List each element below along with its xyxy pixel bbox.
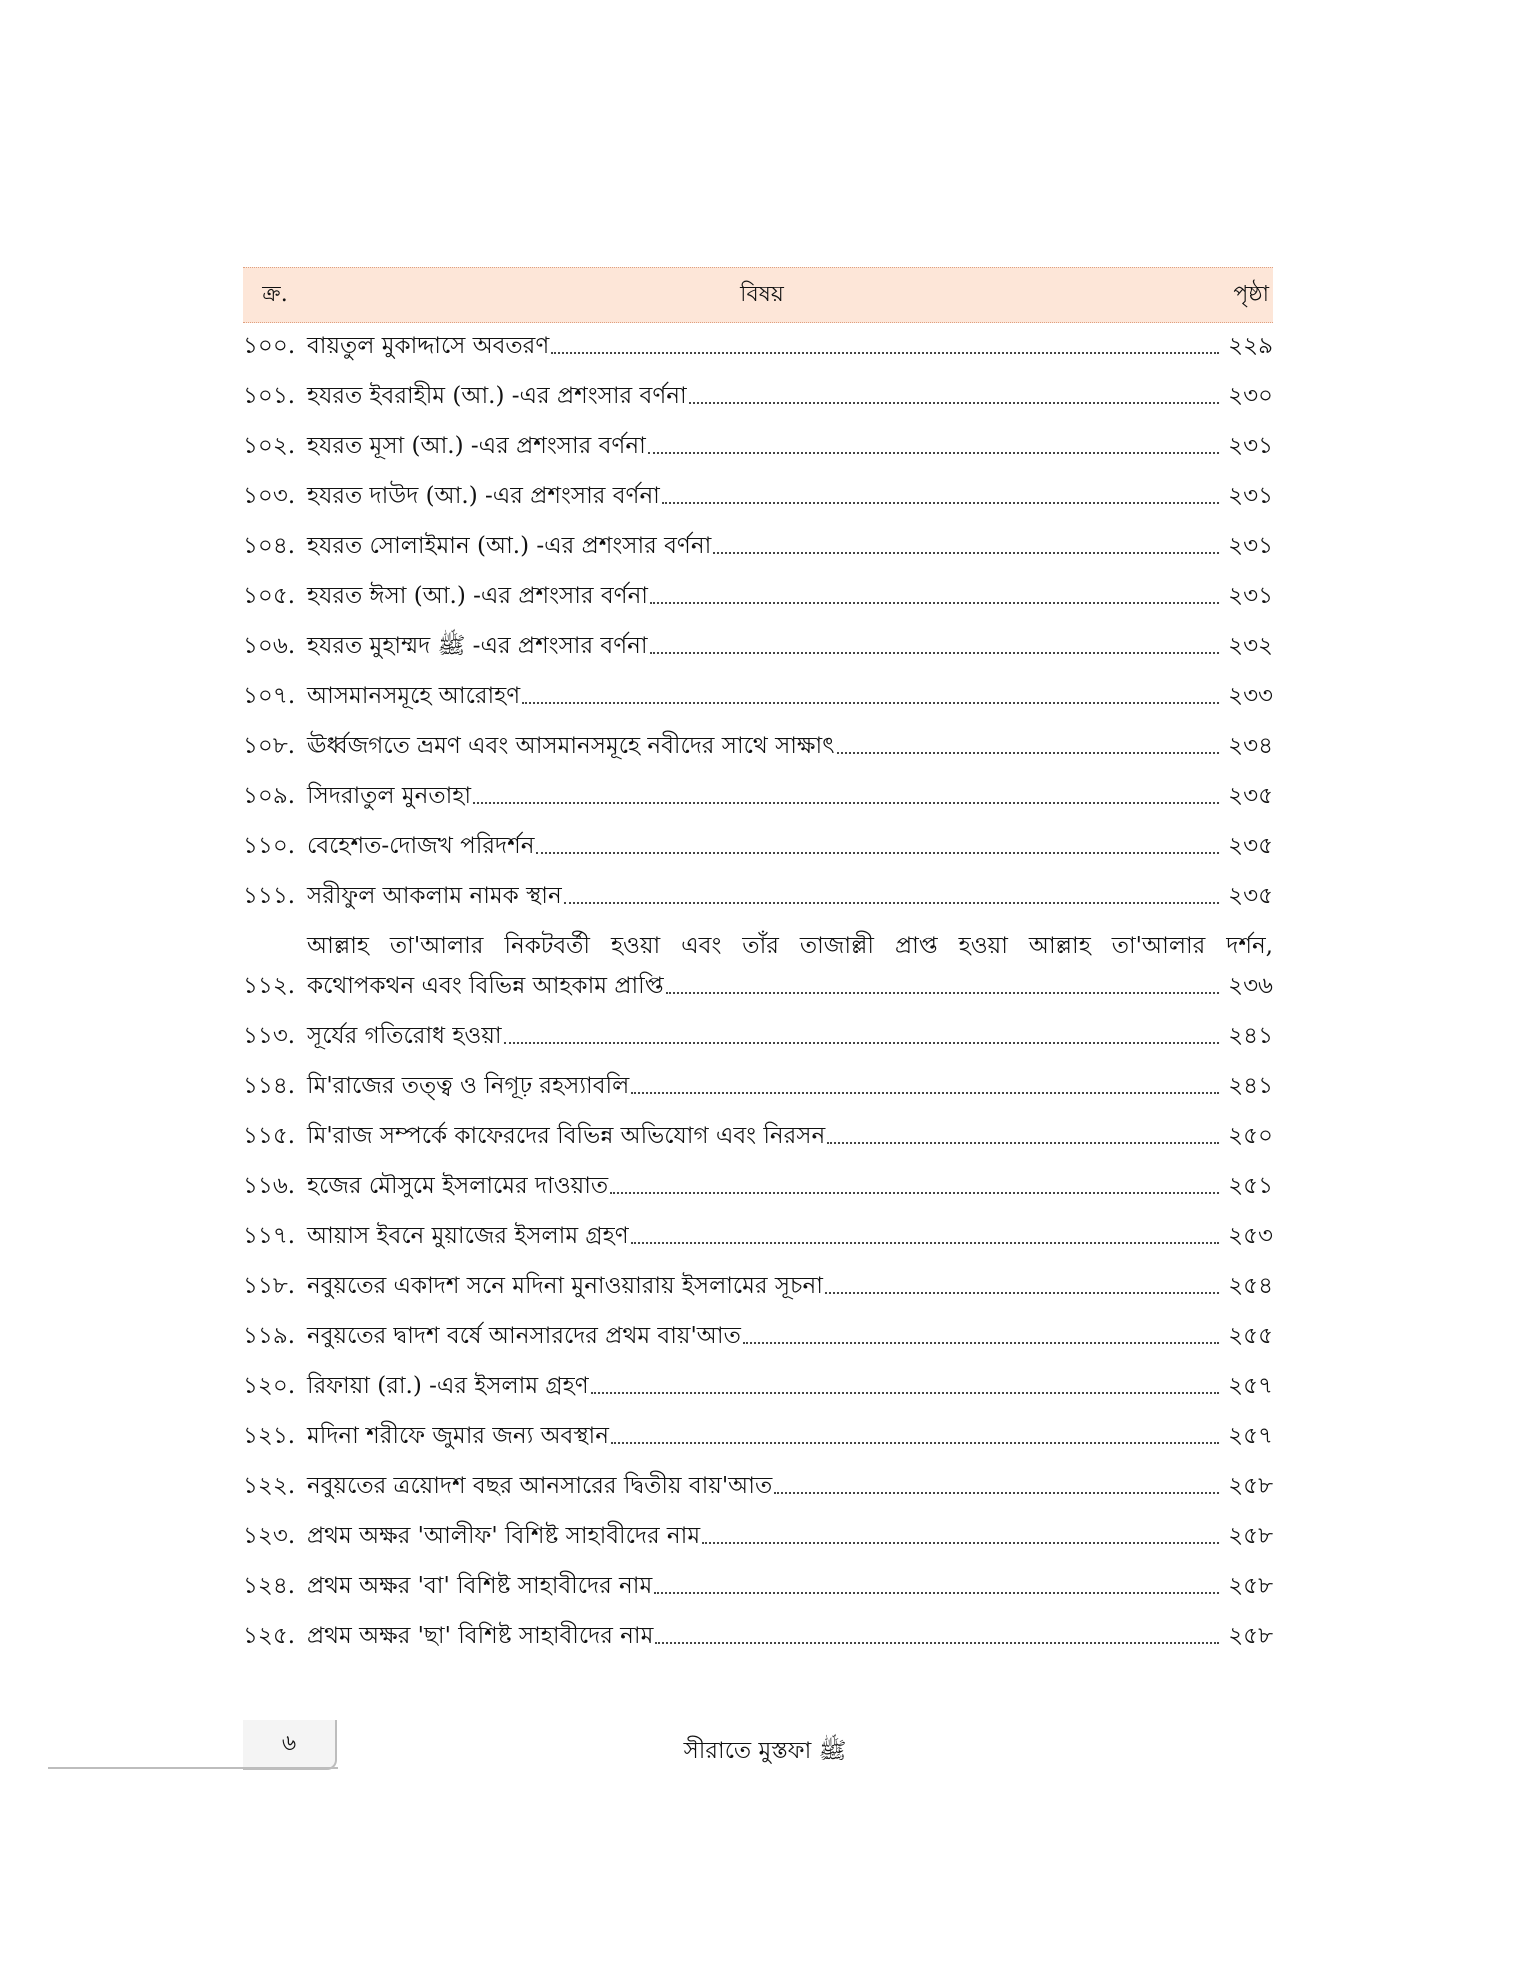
entry-page: ২৩৪ [1228, 733, 1273, 759]
dot-leader [611, 1442, 1219, 1444]
entry-page: ২৫০ [1228, 1123, 1273, 1149]
dot-leader [564, 902, 1219, 904]
dot-leader [473, 802, 1219, 804]
page-number: ৬ [281, 1730, 297, 1756]
toc-entry [243, 1371, 1273, 1401]
entry-title: মি'রাজের তত্ত্ব ও নিগূঢ় রহস্যাবলি [307, 1073, 630, 1099]
entry-page: ২৫৫ [1228, 1323, 1273, 1349]
entry-number: ১১৬. [243, 1173, 296, 1199]
toc-entry [243, 631, 1273, 661]
toc-entry [243, 1221, 1273, 1251]
entry-page: ২৩১ [1228, 583, 1273, 609]
entry-title: হযরত ঈসা (আ.) -এর প্রশংসার বর্ণনা [307, 583, 648, 609]
entry-number: ১০৫. [243, 583, 296, 609]
dot-leader [536, 852, 1219, 854]
entry-page: ২৫৭ [1228, 1373, 1273, 1399]
dot-leader [827, 1142, 1219, 1144]
entry-page: ২৩০ [1228, 383, 1273, 409]
dot-leader [551, 352, 1219, 354]
dot-leader [689, 402, 1219, 404]
entry-number: ১২১. [243, 1423, 296, 1449]
entry-title: মি'রাজ সম্পর্কে কাফেরদের বিভিন্ন অভিযোগ এবং নিরসন [307, 1123, 826, 1149]
entry-title: মদিনা শরীফে জুমার জন্য অবস্থান [307, 1423, 609, 1449]
header-topic: বিষয় [740, 281, 784, 307]
toc-entry [243, 1171, 1273, 1201]
entry-title: বায়তুল মুকাদ্দাসে অবতরণ [307, 333, 550, 359]
entry-title: নবুয়তের ত্রয়োদশ বছর আনসারের দ্বিতীয় বায়'আত [307, 1473, 773, 1499]
entry-number: ১২৩. [243, 1523, 296, 1549]
entry-number: ১১৪. [243, 1073, 296, 1099]
toc-entry [243, 1021, 1273, 1051]
entry-number: ১০৮. [243, 733, 296, 759]
entry-number: ১০৪. [243, 533, 296, 559]
header-serial: ক্র. [262, 281, 288, 307]
toc-entry [243, 781, 1273, 811]
entry-page: ২৩৫ [1228, 883, 1273, 909]
table-of-contents [243, 267, 1273, 1651]
entry-page: ২৩১ [1228, 433, 1273, 459]
toc-header [243, 267, 1273, 323]
dot-leader [504, 1042, 1219, 1044]
dot-leader [631, 1242, 1219, 1244]
entry-number: ১০৩. [243, 483, 296, 509]
entry-page: ২৩২ [1228, 633, 1273, 659]
entry-page: ২৫৭ [1228, 1423, 1273, 1449]
entry-number: ১১৭. [243, 1223, 296, 1249]
toc-entry [243, 681, 1273, 711]
entry-page: ২৫৪ [1228, 1273, 1273, 1299]
toc-entry [243, 381, 1273, 411]
dot-leader [662, 502, 1219, 504]
entry-title: হযরত মূসা (আ.) -এর প্রশংসার বর্ণনা [307, 433, 646, 459]
entry-title: হজের মৌসুমে ইসলামের দাওয়াত [307, 1173, 609, 1199]
entry-page: ২৫৮ [1228, 1623, 1273, 1649]
dot-leader [654, 1592, 1219, 1594]
entry-number: ১০৭. [243, 683, 296, 709]
entry-number: ১১০. [243, 833, 296, 859]
header-page: পৃষ্ঠা [1233, 281, 1269, 307]
entry-page: ২৩১ [1228, 483, 1273, 509]
entry-page: ২৪১ [1228, 1073, 1273, 1099]
toc-entry [243, 881, 1273, 911]
toc-entry [243, 1321, 1273, 1351]
dot-leader [650, 652, 1219, 654]
entry-title-line2: কথোপকথন এবং বিভিন্ন আহকাম প্রাপ্তি [307, 973, 664, 999]
dot-leader [666, 992, 1219, 994]
entry-number: ১০২. [243, 433, 296, 459]
entry-title: নবুয়তের দ্বাদশ বর্ষে আনসারদের প্রথম বায়'আত [307, 1323, 741, 1349]
entry-title-line1: আল্লাহ তা'আলার নিকটবর্তী হওয়া এবং তাঁর তাজাল্লী প্রাপ্ত হওয়া আল্লাহ তা'আলার দর্শন, [307, 933, 1273, 959]
entry-title: আয়াস ইবনে মুয়াজের ইসলাম গ্রহণ [307, 1223, 629, 1249]
dot-leader [825, 1292, 1219, 1294]
toc-entry [243, 331, 1273, 361]
entry-title: হযরত সোলাইমান (আ.) -এর প্রশংসার বর্ণনা [307, 533, 712, 559]
entry-title: রিফায়া (রা.) -এর ইসলাম গ্রহণ [307, 1373, 589, 1399]
entry-number: ১১৩. [243, 1023, 296, 1049]
dot-leader [774, 1492, 1219, 1494]
entry-title: হযরত মুহাম্মদ ﷺ -এর প্রশংসার বর্ণনা [307, 633, 648, 659]
entry-title: হযরত দাউদ (আ.) -এর প্রশংসার বর্ণনা [307, 483, 660, 509]
entry-page: ২৩৩ [1228, 683, 1273, 709]
toc-entry [243, 531, 1273, 561]
toc-entry [243, 1571, 1273, 1601]
entry-number: ১২০. [243, 1373, 296, 1399]
entry-number: ১০৯. [243, 783, 296, 809]
toc-body [243, 331, 1273, 1651]
entry-number: ১১১. [243, 883, 296, 909]
dot-leader [610, 1192, 1219, 1194]
toc-entry [243, 931, 1273, 1001]
entry-number: ১০০. [243, 333, 296, 359]
dot-leader [522, 702, 1219, 704]
entry-page: ২২৯ [1228, 333, 1273, 359]
toc-entry [243, 431, 1273, 461]
entry-number: ১১৮. [243, 1273, 296, 1299]
dot-leader [743, 1342, 1219, 1344]
entry-number: ১২৪. [243, 1573, 296, 1599]
toc-entry [243, 1521, 1273, 1551]
entry-title: সূর্যের গতিরোধ হওয়া [307, 1023, 502, 1049]
entry-title: নবুয়তের একাদশ সনে মদিনা মুনাওয়ারায় ইসলামের সূচনা [307, 1273, 823, 1299]
toc-entry [243, 731, 1273, 761]
entry-number: ১০১. [243, 383, 296, 409]
entry-number: ১১২. [243, 973, 296, 999]
toc-entry [243, 481, 1273, 511]
toc-entry [243, 581, 1273, 611]
entry-number: ১২২. [243, 1473, 296, 1499]
entry-number: ১০৬. [243, 633, 296, 659]
dot-leader [648, 452, 1219, 454]
entry-title: সিদরাতুল মুনতাহা [307, 783, 472, 809]
toc-entry [243, 1071, 1273, 1101]
entry-page: ২৫৩ [1228, 1223, 1273, 1249]
entry-title: আসমানসমূহে আরোহণ [307, 683, 521, 709]
dot-leader [631, 1092, 1219, 1094]
entry-page: ২৩১ [1228, 533, 1273, 559]
toc-entry [243, 1621, 1273, 1651]
dot-leader [713, 552, 1219, 554]
entry-title: প্রথম অক্ষর 'ছা' বিশিষ্ট সাহাবীদের নাম [307, 1623, 654, 1649]
entry-page: ২৩৬ [1228, 973, 1273, 999]
book-title: সীরাতে মুস্তফা ﷺ [683, 1738, 847, 1764]
entry-page: ২৩৫ [1228, 783, 1273, 809]
entry-page: ২৫১ [1228, 1173, 1273, 1199]
toc-entry [243, 1421, 1273, 1451]
entry-title: হযরত ইবরাহীম (আ.) -এর প্রশংসার বর্ণনা [307, 383, 687, 409]
entry-number: ১২৫. [243, 1623, 296, 1649]
entry-title: সরীফুল আকলাম নামক স্থান [307, 883, 562, 909]
toc-entry [243, 1471, 1273, 1501]
dot-leader [650, 602, 1219, 604]
entry-page: ২৫৮ [1228, 1523, 1273, 1549]
toc-entry [243, 1121, 1273, 1151]
entry-page: ২৫৮ [1228, 1473, 1273, 1499]
entry-page: ২৪১ [1228, 1023, 1273, 1049]
toc-entry [243, 1271, 1273, 1301]
entry-number: ১১৯. [243, 1323, 296, 1349]
entry-page: ২৫৮ [1228, 1573, 1273, 1599]
entry-title: বেহেশত-দোজখ পরিদর্শন [307, 833, 535, 859]
entry-page: ২৩৫ [1228, 833, 1273, 859]
dot-leader [655, 1642, 1219, 1644]
dot-leader [591, 1392, 1219, 1394]
toc-entry [243, 831, 1273, 861]
entry-title: প্রথম অক্ষর 'বা' বিশিষ্ট সাহাবীদের নাম [307, 1573, 653, 1599]
entry-number: ১১৫. [243, 1123, 296, 1149]
entry-title: ঊর্ধ্বজগতে ভ্রমণ এবং আসমানসমূহে নবীদের সাথে সাক্ষাৎ [307, 733, 835, 759]
dot-leader [837, 752, 1219, 754]
dot-leader [702, 1542, 1219, 1544]
entry-title: প্রথম অক্ষর 'আলীফ' বিশিষ্ট সাহাবীদের নাম [307, 1523, 701, 1549]
